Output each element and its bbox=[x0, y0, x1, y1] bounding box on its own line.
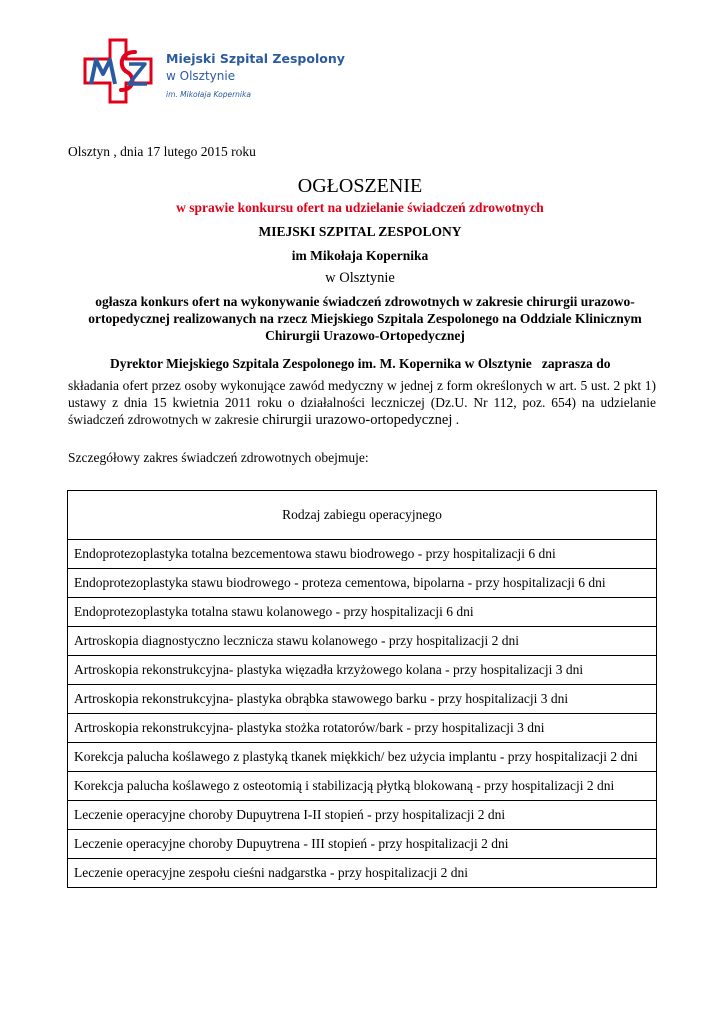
org-name: Miejski Szpital Zespolony bbox=[166, 51, 345, 66]
table-cell: Artroskopia rekonstrukcyjna- plastyka obrąbka stawowego barku - przy hospitalizacji 3 dni bbox=[68, 685, 657, 714]
table-cell: Endoprotezoplastyka totalna bezcementowa stawu biodrowego - przy hospitalizacji 6 dni bbox=[68, 540, 657, 569]
table-row bbox=[68, 540, 657, 569]
body-text: składania ofert przez osoby wykonujące zawód medyczny w jednej z form określonych w art. 5 ust. 2 pkt 1) ustawy z dnia 15 kwietnia 2011 roku o działalności leczniczej (Dz.U. Nr 112, poz. 654) na udzielanie świadczeń zdrowotnych w zakresie bbox=[68, 378, 656, 427]
document-subtitle: w sprawie konkursu ofert na udzielanie świadczeń zdrowotnych bbox=[176, 200, 544, 215]
table-row bbox=[68, 714, 657, 743]
table-header: Rodzaj zabiegu operacyjnego bbox=[68, 491, 657, 540]
table-row bbox=[68, 801, 657, 830]
body-scope: chirurgii urazowo-ortopedycznej bbox=[262, 412, 453, 428]
table-cell: Artroskopia rekonstrukcyjna- plastyka stożka rotatorów/bark - przy hospitalizacji 3 dni bbox=[68, 714, 657, 743]
hospital-logo bbox=[83, 38, 153, 104]
table-row bbox=[68, 685, 657, 714]
table-row bbox=[68, 627, 657, 656]
table-row bbox=[68, 830, 657, 859]
table-cell: Leczenie operacyjne choroby Dupuytrena - III stopień - przy hospitalizacji 2 dni bbox=[68, 830, 657, 859]
table-cell: Korekcja palucha koślawego z osteotomią i stabilizacją płytką blokowaną - przy hospitalizacji 2 dni bbox=[68, 772, 657, 801]
table-header-row bbox=[68, 491, 657, 540]
org-patron: im. Mikołaja Kopernika bbox=[166, 90, 251, 99]
table-row bbox=[68, 859, 657, 888]
announcement-text: ogłasza konkurs ofert na wykonywanie świadczeń zdrowotnych w zakresie chirurgii urazowo-ortopedycznej realizowanych na rzecz Miejskiego Szpitala Zespolonego na Oddziale Klinicznym Chirurgii Urazowo-Ortopedycznej bbox=[88, 294, 642, 343]
org-block bbox=[166, 51, 345, 99]
table-cell: Endoprotezoplastyka stawu biodrowego - proteza cementowa, bipolarna - przy hospitalizacji 6 dni bbox=[68, 569, 657, 598]
director-line: Dyrektor Miejskiego Szpitala Zespolonego im. M. Kopernika w Olsztynie zaprasza do bbox=[110, 356, 611, 371]
org-city: w Olsztynie bbox=[166, 69, 236, 83]
place-date: Olsztyn , dnia 17 lutego 2015 roku bbox=[68, 144, 256, 159]
table-row bbox=[68, 656, 657, 685]
table-row bbox=[68, 598, 657, 627]
document-title: OGŁOSZENIE bbox=[297, 175, 423, 197]
table-cell: Artroskopia diagnostyczno lecznicza stawu kolanowego - przy hospitalizacji 2 dni bbox=[68, 627, 657, 656]
hospital-patron: im Mikołaja Kopernika bbox=[291, 248, 429, 263]
hospital-name: MIEJSKI SZPITAL ZESPOLONY bbox=[258, 224, 462, 239]
body-end: . bbox=[452, 412, 460, 427]
table-cell: Endoprotezoplastyka totalna stawu kolanowego - przy hospitalizacji 6 dni bbox=[68, 598, 657, 627]
hospital-city: w Olsztynie bbox=[325, 270, 395, 286]
table-row bbox=[68, 743, 657, 772]
table-cell: Leczenie operacyjne choroby Dupuytrena I-II stopień - przy hospitalizacji 2 dni bbox=[68, 801, 657, 830]
logo-monogram bbox=[91, 60, 115, 84]
table-cell: Korekcja palucha koślawego z plastyką tkanek miękkich/ bez użycia implantu - przy hospitalizacji 2 dni bbox=[68, 743, 657, 772]
body-paragraph bbox=[68, 377, 656, 429]
table-intro: Szczegółowy zakres świadczeń zdrowotnych obejmuje: bbox=[68, 450, 369, 465]
table-row bbox=[68, 569, 657, 598]
table-row bbox=[68, 772, 657, 801]
procedures-table bbox=[67, 490, 657, 888]
table-cell: Artroskopia rekonstrukcyjna- plastyka więzadła krzyżowego kolana - przy hospitalizacji 3 dni bbox=[68, 656, 657, 685]
table-cell: Leczenie operacyjne zespołu cieśni nadgarstka - przy hospitalizacji 2 dni bbox=[68, 859, 657, 888]
